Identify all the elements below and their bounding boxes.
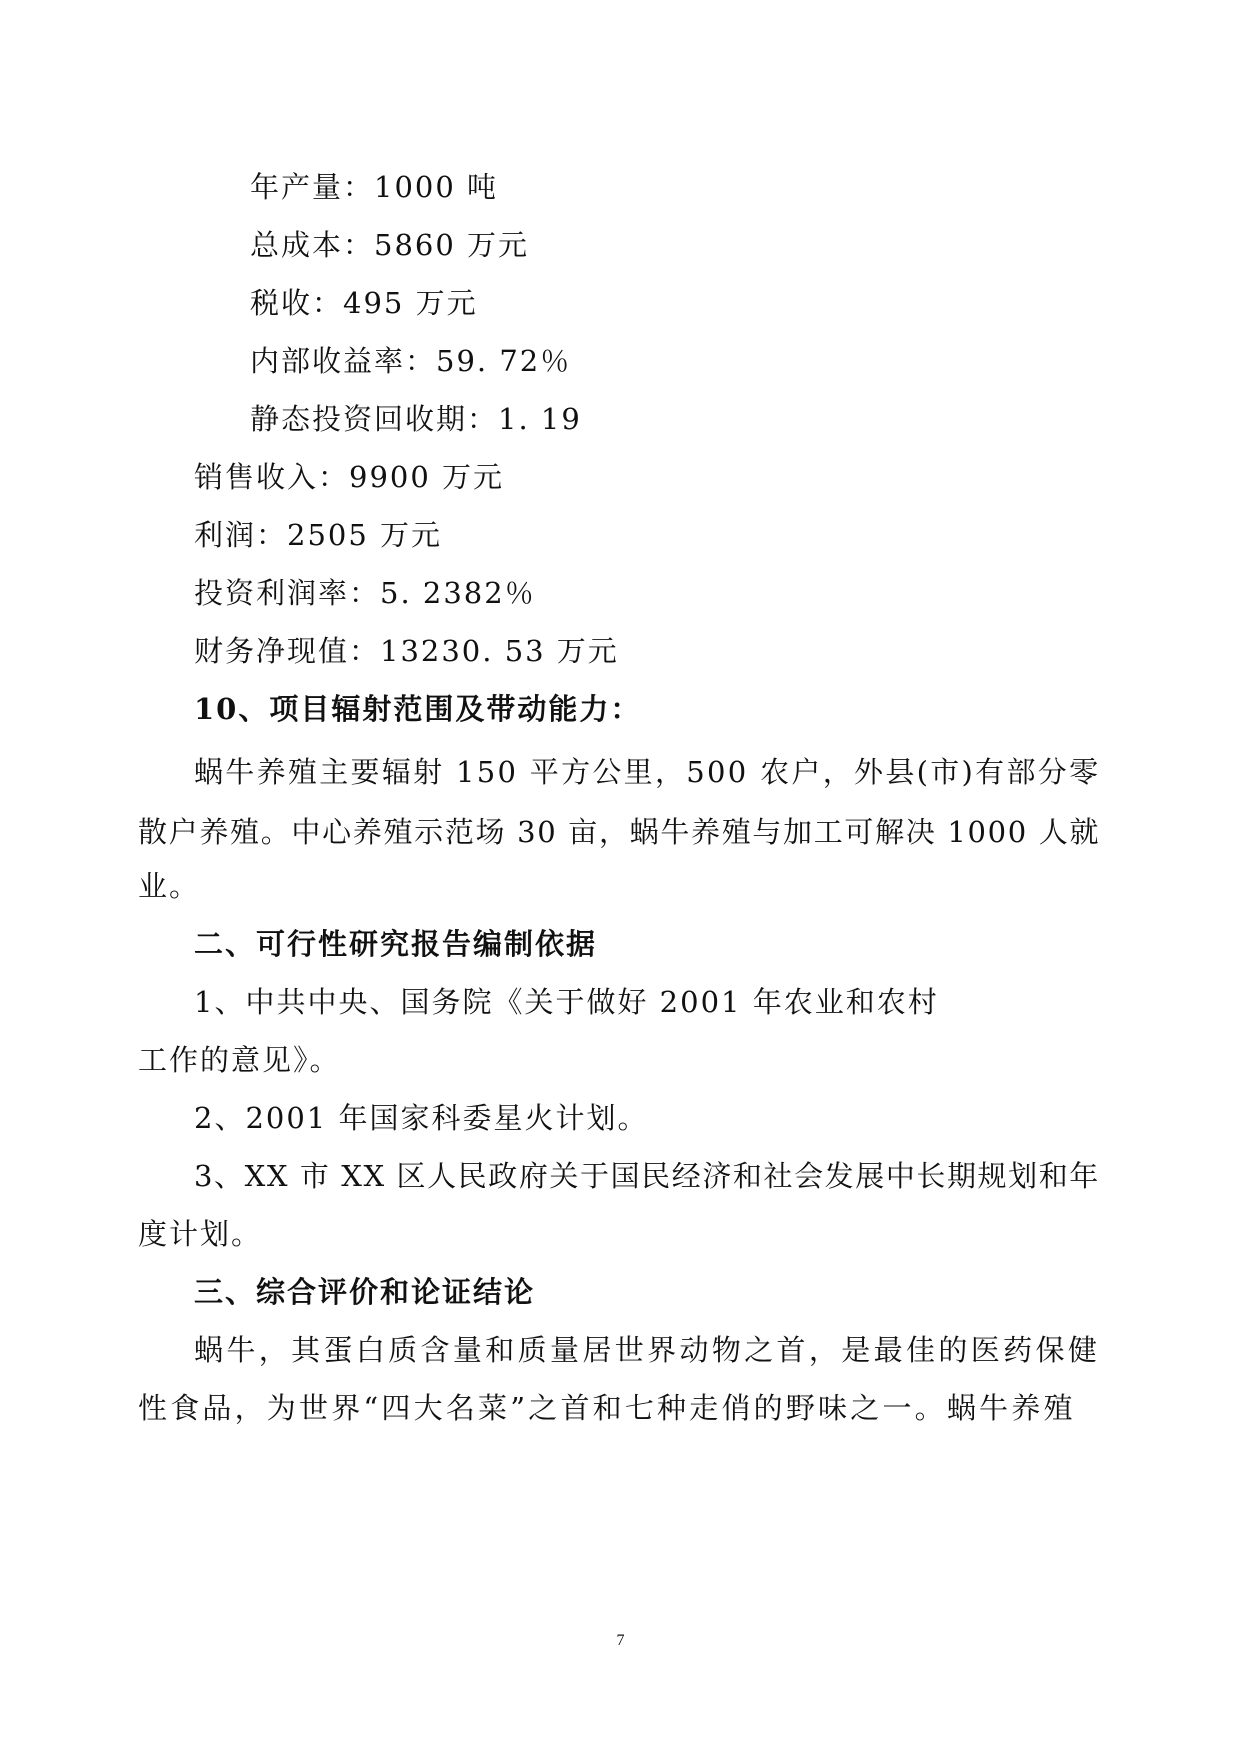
page-number: 7 — [616, 1632, 625, 1649]
section10-line-2: 散户养殖。中心养殖示范场 30 亩，蜗牛养殖与加工可解决 1000 人就 — [138, 815, 1101, 849]
indicator-total-cost: 总成本：5860 万元 — [250, 228, 530, 262]
indicator-npv: 财务净现值：13230. 53 万元 — [194, 634, 619, 668]
section10-heading: 10、项目辐射范围及带动能力： — [194, 692, 642, 726]
indicator-annual-output: 年产量：1000 吨 — [250, 170, 499, 204]
section10-line-3: 业。 — [138, 869, 201, 903]
indicator-profit: 利润：2505 万元 — [194, 518, 443, 552]
section2-heading: 二、可行性研究报告编制依据 — [194, 927, 598, 961]
section2-item-3-line-2: 度计划。 — [138, 1217, 263, 1251]
section3-line-1: 蜗牛，其蛋白质含量和质量居世界动物之首，是最佳的医药保健 — [194, 1333, 1101, 1367]
indicator-tax: 税收：495 万元 — [250, 286, 478, 320]
indicator-roi: 投资利润率：5. 2382％ — [194, 576, 536, 610]
section2-item-1-line-1: 1、中共中央、国务院《关于做好 2001 年农业和农村 — [194, 985, 939, 1019]
section3-line-2: 性食品，为世界“四大名菜”之首和七种走俏的野味之一。蜗牛养殖 — [138, 1391, 1076, 1425]
section2-item-2: 2、2001 年国家科委星火计划。 — [194, 1101, 649, 1135]
section2-item-1-line-2: 工作的意见》。 — [138, 1043, 341, 1077]
section3-heading: 三、综合评价和论证结论 — [194, 1275, 536, 1309]
indicator-payback: 静态投资回收期：1. 19 — [250, 402, 582, 436]
indicator-irr: 内部收益率：59. 72％ — [250, 344, 572, 378]
section2-item-3-line-1: 3、XX 市 XX 区人民政府关于国民经济和社会发展中长期规划和年 — [194, 1159, 1100, 1193]
indicator-sales-revenue: 销售收入：9900 万元 — [194, 460, 505, 494]
section10-line-1: 蜗牛养殖主要辐射 150 平方公里，500 农户，外县(市)有部分零 — [194, 755, 1101, 789]
